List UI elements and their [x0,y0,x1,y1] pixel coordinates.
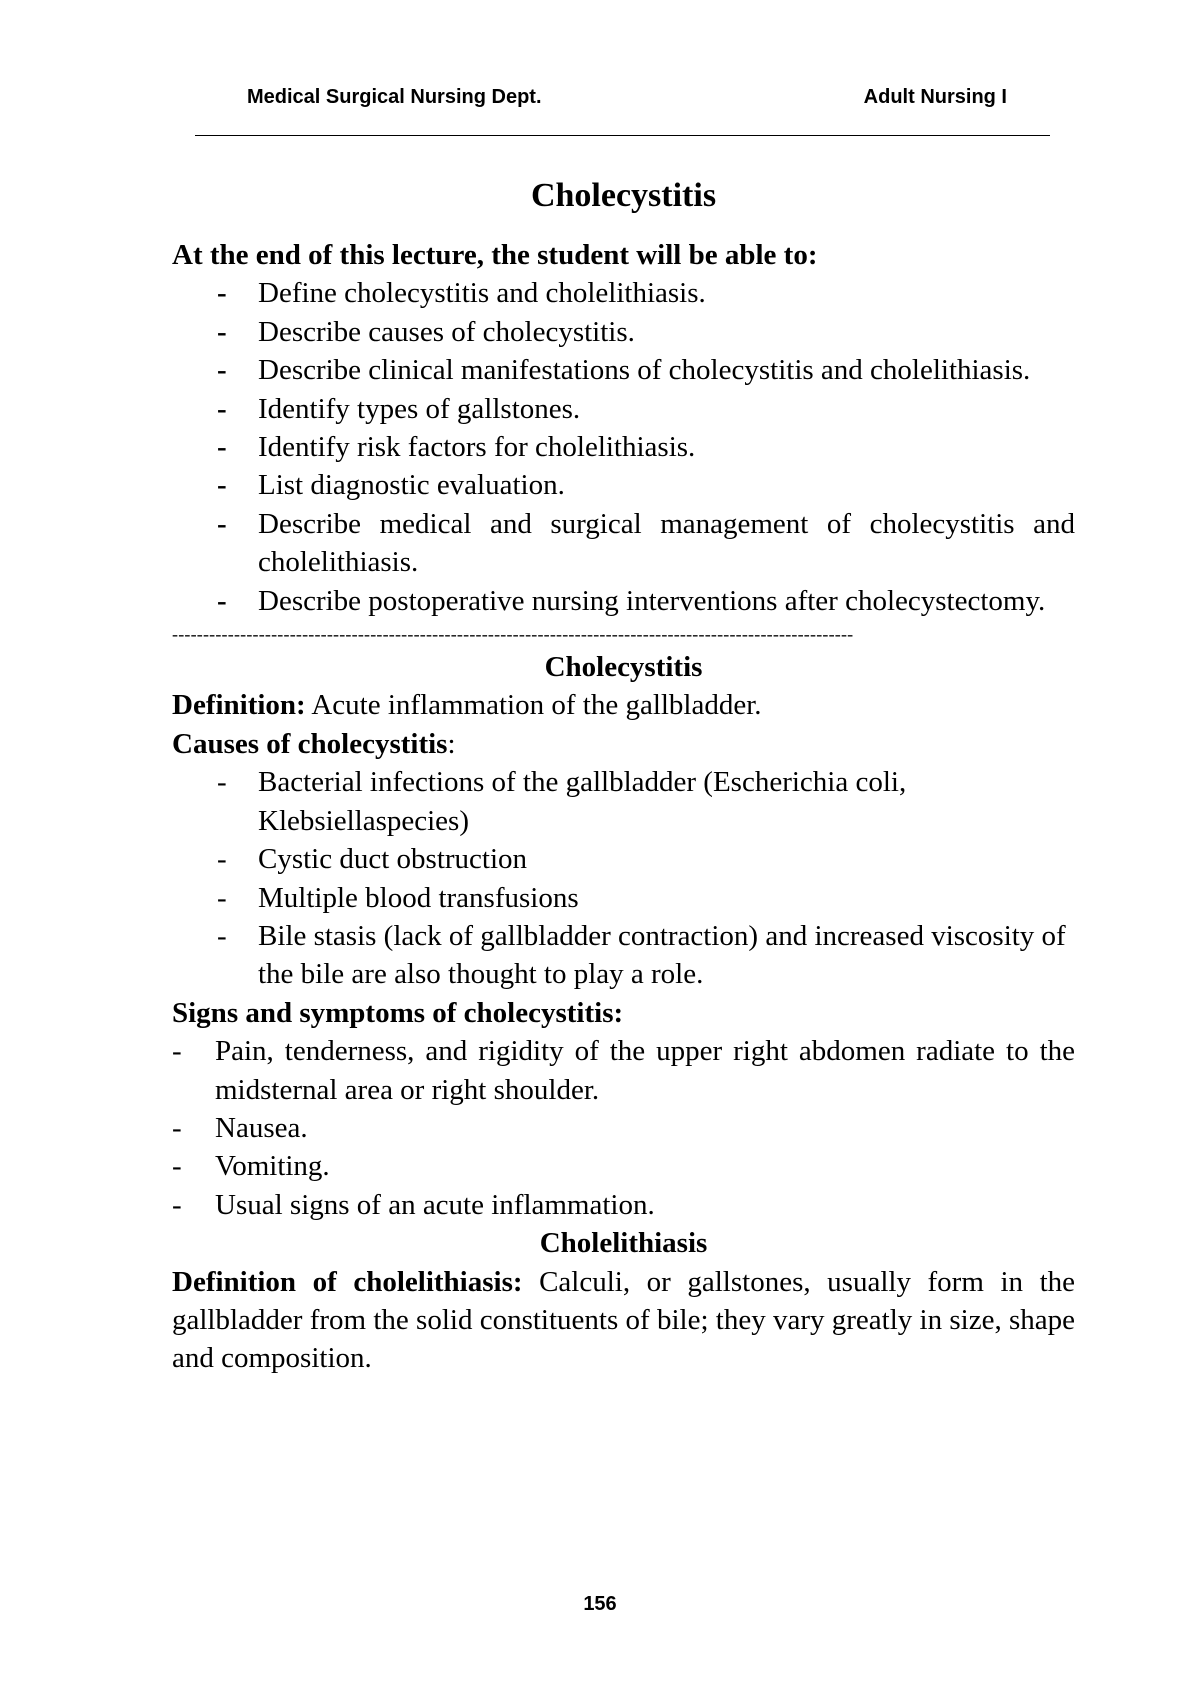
sign-text: Vomiting. [215,1150,330,1183]
section-heading-cholecystitis: Cholecystitis [544,651,703,684]
cause-item [172,840,1075,878]
bullet-marker: - [217,392,227,425]
objective-text: List diagnostic evaluation. [258,469,565,502]
dashed-divider: -------------------------------------------------------------------------------------------------------------- [172,624,854,645]
page-title: Cholecystitis [530,177,717,214]
dash-marker: - [217,881,227,914]
definition-text: Calculi, or gallstones, usually form in the gallbladder from the solid constituents of bile; they vary greatly in size, shape and composition. [172,1265,1075,1375]
causes-colon: : [447,727,456,760]
objectives-list [172,274,1075,620]
header-course: Adult Nursing I [863,86,1007,108]
objective-item [172,390,1075,428]
cause-item [172,763,1075,840]
definition-text: Acute inflammation of the gallbladder. [305,689,762,722]
objective-text: Describe clinical manifestations of cholecystitis and cholelithiasis. [258,354,1031,387]
objective-text: Identify risk factors for cholelithiasis. [258,431,696,464]
bullet-marker: - [217,354,227,387]
sign-item [172,1147,1075,1185]
cause-text: Multiple blood transfusions [258,881,579,914]
page-content [172,172,1075,1378]
definition-label: Definition of cholelithiasis: [172,1265,523,1298]
sign-item [172,1109,1075,1147]
causes-label: Causes of cholecystitis [172,727,448,760]
sign-text: Usual signs of an acute inflammation. [215,1188,655,1221]
sign-item [172,1186,1075,1224]
bullet-marker: - [217,507,227,540]
cause-text: Bile stasis (lack of gallbladder contraction) and increased viscosity of the bile are also thought to play a role. [258,919,1066,991]
dash-marker: - [217,843,227,876]
bullet-marker: - [217,469,227,502]
cholecystitis-definition [172,686,1075,724]
dash-marker: - [172,1035,182,1068]
objective-item [172,313,1075,351]
dash-marker: - [172,1188,182,1221]
sign-text: Pain, tenderness, and rigidity of the upper right abdomen radiate to the midsternal area or right shoulder. [215,1035,1075,1106]
objective-item [172,505,1075,582]
dash-marker: - [172,1111,182,1144]
section-heading-cholelithiasis: Cholelithiasis [539,1227,708,1260]
objective-item [172,582,1075,620]
bullet-marker: - [217,431,227,464]
objective-item [172,351,1075,389]
cause-text: Bacterial infections of the gallbladder (Escherichia coli, Klebsiellaspecies) [258,766,907,837]
bullet-marker: - [217,277,227,310]
cause-item [172,879,1075,917]
dash-marker: - [217,919,227,952]
dash-marker: - [217,766,227,799]
objective-text: Identify types of gallstones. [258,392,581,425]
causes-heading [172,725,1075,763]
objective-text: Describe medical and surgical management of cholecystitis and cholelithiasis. [258,507,1075,579]
cholelithiasis-definition [172,1263,1075,1378]
cause-text: Cystic duct obstruction [258,843,528,876]
objective-text: Define cholecystitis and cholelithiasis. [258,277,706,310]
objective-text: Describe causes of cholecystitis. [258,315,635,348]
objective-item [172,274,1075,312]
signs-list [172,1032,1075,1224]
causes-list [172,763,1075,993]
cause-item [172,917,1075,994]
page-number: 156 [583,1593,617,1615]
sign-text: Nausea. [215,1111,308,1144]
objective-item [172,428,1075,466]
dash-marker: - [172,1150,182,1183]
bullet-marker: - [217,315,227,348]
page-header [247,86,1007,120]
definition-label: Definition: [172,689,306,722]
objective-text: Describe postoperative nursing interventions after cholecystectomy. [258,584,1046,617]
bullet-marker: - [217,584,227,617]
objective-item [172,466,1075,504]
header-divider [195,135,1050,136]
header-department: Medical Surgical Nursing Dept. [247,86,542,108]
signs-heading: Signs and symptoms of cholecystitis: [172,996,624,1029]
sign-item [172,1032,1075,1109]
objectives-intro: At the end of this lecture, the student will be able to: [172,239,818,271]
